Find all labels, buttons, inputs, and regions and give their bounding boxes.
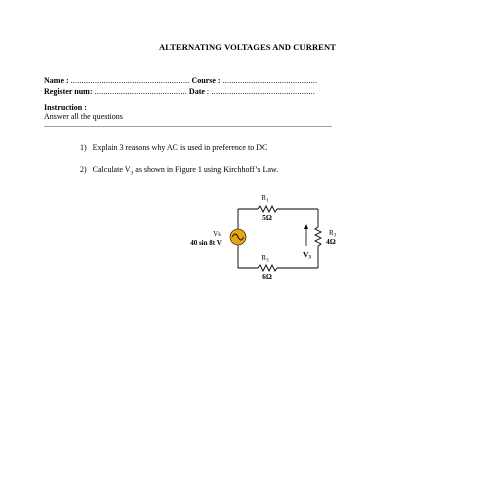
question-number: 2)	[80, 165, 87, 174]
r1-label: $R_1$	[261, 194, 269, 204]
question-subscript: 3	[130, 170, 134, 177]
question-text: Explain 3 reasons why AC is used in preference to DC	[92, 143, 268, 152]
name-label: Name :	[44, 76, 69, 85]
course-label: Course :	[191, 76, 221, 85]
r3-label: $R_3$	[261, 254, 269, 264]
question-number: 1)	[80, 143, 87, 152]
r1-value: 5Ω	[262, 213, 272, 222]
course-field[interactable]: ...........................................	[222, 76, 318, 85]
resistor-r3	[258, 265, 277, 271]
source-value: 40 sin 8t V	[190, 239, 222, 247]
instruction-text: Answer all the questions	[44, 112, 123, 121]
resistor-r2	[315, 227, 321, 246]
circuit-diagram	[160, 188, 360, 288]
question-text: Calculate V	[92, 165, 131, 174]
register-label: Register num:	[44, 87, 93, 96]
name-field[interactable]: ......................................................	[70, 76, 190, 85]
register-field[interactable]: ..........................................	[94, 87, 187, 96]
question-2	[80, 165, 278, 177]
circuit-wires	[238, 206, 321, 271]
question-text-end: as shown in Figure 1 using Kirchhoff’s Law.	[133, 165, 279, 174]
date-label: Date	[188, 87, 205, 96]
divider-dots: ................................................................................................................................................	[44, 120, 332, 129]
r3-value: 6Ω	[262, 272, 272, 281]
r2-label: $R_3$	[329, 229, 337, 239]
v3-label: $V_3$	[303, 250, 311, 261]
arrow-head-icon	[304, 224, 308, 229]
date-field[interactable]: : ...............................................	[206, 87, 315, 96]
source-label: Vs	[213, 230, 221, 238]
resistor-r1	[258, 206, 277, 212]
question-1	[80, 143, 267, 152]
r2-value: 4Ω	[326, 237, 336, 246]
register-row	[44, 87, 315, 96]
name-row	[44, 76, 317, 85]
instruction-label: Instruction :	[44, 103, 87, 112]
page-title: ALTERNATING VOLTAGES AND CURRENT	[159, 42, 336, 52]
